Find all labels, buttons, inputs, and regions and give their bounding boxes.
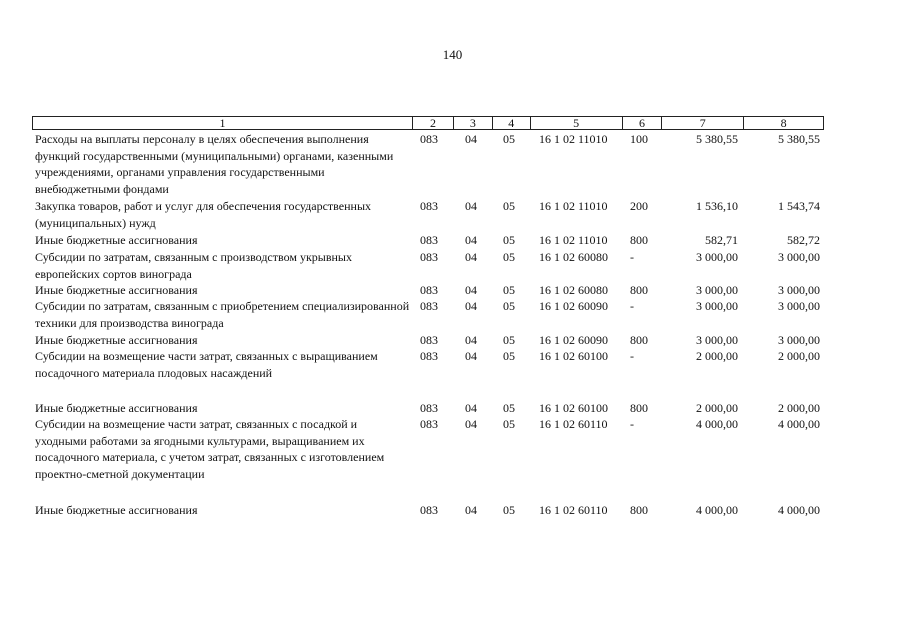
header-col-4: 4: [493, 117, 531, 129]
row-c4: 05: [503, 299, 515, 313]
row-c2: 083: [420, 233, 438, 247]
row-c7: 5 380,55: [696, 132, 738, 146]
row-name: Расходы на выплаты персоналу в целях обеспечения выполнения функций государственными (муниципальными) органами, казенными учреждениями, органами управления государственными внебюджетными фондами: [35, 132, 394, 196]
row-c2: 083: [420, 283, 438, 297]
row-c8: 582,72: [787, 233, 820, 247]
row-name: Субсидии на возмещение части затрат, связанных с посадкой и уходными работами за ягодными культурами, выращиванием их посадочного материала, с учетом затрат, связанных с изготовлением проектно-сметной документации: [35, 417, 385, 481]
row-c8: 2 000,00: [778, 349, 820, 363]
header-col-6: 6: [623, 117, 663, 129]
row-c5: 16 1 02 60110: [539, 417, 608, 431]
row-c6: -: [630, 349, 634, 363]
row-c3: 04: [465, 503, 477, 517]
row-c5: 16 1 02 60080: [539, 283, 608, 297]
row-name: Иные бюджетные ассигнования: [35, 401, 198, 415]
row-c2: 083: [420, 250, 438, 264]
row-c7: 3 000,00: [696, 333, 738, 347]
row-c3: 04: [465, 417, 477, 431]
row-c4: 05: [503, 417, 515, 431]
header-col-3: 3: [454, 117, 493, 129]
row-c8: 4 000,00: [778, 417, 820, 431]
table-header: [32, 116, 824, 130]
row-c6: -: [630, 250, 634, 264]
row-c4: 05: [503, 250, 515, 264]
header-col-2: 2: [413, 117, 454, 129]
row-c2: 083: [420, 199, 438, 213]
row-c7: 3 000,00: [696, 250, 738, 264]
row-name: Субсидии на возмещение части затрат, связанных с выращиванием посадочного материала плодовых насаждений: [35, 349, 378, 380]
header-col-5: 5: [531, 117, 623, 129]
row-name: Иные бюджетные ассигнования: [35, 333, 198, 347]
row-c6: 800: [630, 503, 648, 517]
row-c2: 083: [420, 349, 438, 363]
header-col-1: 1: [33, 117, 413, 129]
row-c4: 05: [503, 401, 515, 415]
row-c7: 1 536,10: [696, 199, 738, 213]
row-c5: 16 1 02 60100: [539, 401, 608, 415]
header-col-7: 7: [662, 117, 744, 129]
row-c3: 04: [465, 283, 477, 297]
row-c5: 16 1 02 60110: [539, 503, 608, 517]
row-c6: -: [630, 417, 634, 431]
row-c4: 05: [503, 233, 515, 247]
row-c5: 16 1 02 11010: [539, 233, 608, 247]
row-c6: 800: [630, 233, 648, 247]
row-c4: 05: [503, 333, 515, 347]
row-c4: 05: [503, 132, 515, 146]
row-c5: 16 1 02 60080: [539, 250, 608, 264]
row-c6: 800: [630, 283, 648, 297]
row-c6: 800: [630, 333, 648, 347]
row-name: Иные бюджетные ассигнования: [35, 233, 198, 247]
row-c2: 083: [420, 333, 438, 347]
row-c8: 3 000,00: [778, 299, 820, 313]
row-c7: 2 000,00: [696, 401, 738, 415]
row-c4: 05: [503, 283, 515, 297]
row-c8: 1 543,74: [778, 199, 820, 213]
row-c6: 800: [630, 401, 648, 415]
row-c8: 5 380,55: [778, 132, 820, 146]
row-name: Закупка товаров, работ и услуг для обеспечения государственных (муниципальных) нужд: [35, 199, 372, 230]
row-c6: -: [630, 299, 634, 313]
row-c3: 04: [465, 401, 477, 415]
row-c3: 04: [465, 199, 477, 213]
row-name: Субсидии по затратам, связанным с производством укрывных европейских сортов винограда: [35, 250, 352, 281]
row-c4: 05: [503, 199, 515, 213]
row-name: Иные бюджетные ассигнования: [35, 503, 198, 517]
row-c2: 083: [420, 417, 438, 431]
row-c3: 04: [465, 233, 477, 247]
row-c5: 16 1 02 60090: [539, 333, 608, 347]
page-number: 140: [442, 47, 463, 62]
row-c3: 04: [465, 349, 477, 363]
row-c7: 582,71: [705, 233, 738, 247]
row-name: Субсидии по затратам, связанным с приобретением специализированной техники для производства винограда: [35, 299, 410, 330]
row-c5: 16 1 02 11010: [539, 199, 608, 213]
row-c8: 3 000,00: [778, 333, 820, 347]
row-c2: 083: [420, 299, 438, 313]
row-c7: 4 000,00: [696, 417, 738, 431]
row-c3: 04: [465, 250, 477, 264]
row-name: Иные бюджетные ассигнования: [35, 283, 198, 297]
row-c2: 083: [420, 401, 438, 415]
row-c7: 3 000,00: [696, 283, 738, 297]
row-c3: 04: [465, 299, 477, 313]
row-c6: 200: [630, 199, 648, 213]
row-c4: 05: [503, 503, 515, 517]
row-c5: 16 1 02 60100: [539, 349, 608, 363]
row-c2: 083: [420, 503, 438, 517]
row-c2: 083: [420, 132, 438, 146]
row-c8: 2 000,00: [778, 401, 820, 415]
row-c8: 3 000,00: [778, 283, 820, 297]
row-c8: 3 000,00: [778, 250, 820, 264]
row-c5: 16 1 02 60090: [539, 299, 608, 313]
row-c3: 04: [465, 333, 477, 347]
row-c7: 4 000,00: [696, 503, 738, 517]
header-col-8: 8: [780, 116, 787, 130]
row-c3: 04: [465, 132, 477, 146]
row-c7: 3 000,00: [696, 299, 738, 313]
row-c7: 2 000,00: [696, 349, 738, 363]
row-c4: 05: [503, 349, 515, 363]
row-c8: 4 000,00: [778, 503, 820, 517]
row-c5: 16 1 02 11010: [539, 132, 608, 146]
row-c6: 100: [630, 132, 648, 146]
